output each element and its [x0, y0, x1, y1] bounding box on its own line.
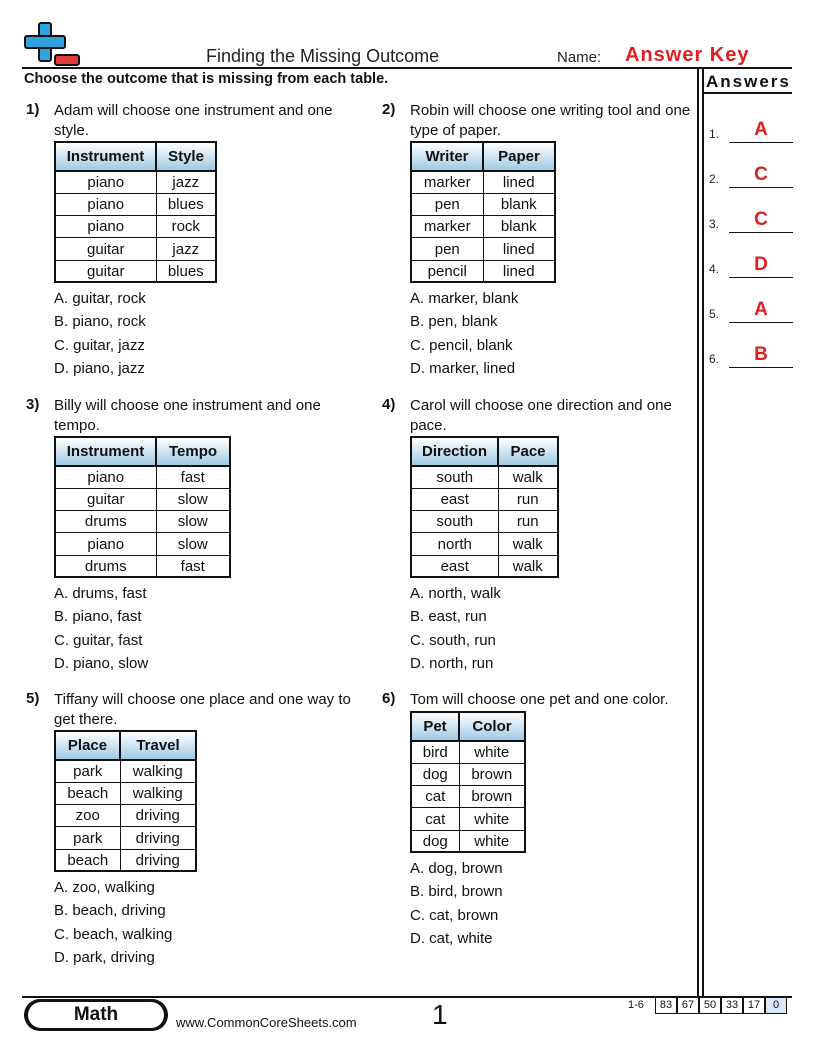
answer-row: [709, 203, 793, 233]
table-header: Style: [156, 142, 216, 171]
answer-choices: [410, 287, 518, 380]
instructions: Choose the outcome that is missing from each table.: [24, 71, 389, 87]
answer-choices: [54, 582, 148, 675]
answer-key-label: Answer Key: [625, 44, 750, 66]
answer-number: 3.: [709, 217, 720, 231]
table-row: [55, 171, 216, 193]
answer-value: A: [754, 119, 768, 140]
problem-6: [382, 690, 702, 980]
table-cell: east: [411, 488, 498, 510]
answers-heading: Answers: [706, 72, 791, 91]
table-row: [55, 533, 230, 555]
choice-option: D. park, driving: [54, 948, 155, 966]
table-cell: slow: [156, 511, 230, 533]
table-header: Color: [459, 712, 525, 741]
answer-line: [729, 322, 793, 323]
table-cell: zoo: [55, 805, 120, 827]
table-cell: driving: [120, 849, 196, 871]
table-row: [411, 216, 555, 238]
table-header: Paper: [483, 142, 555, 171]
table-cell: driving: [120, 805, 196, 827]
table-row: [55, 805, 196, 827]
table-cell: fast: [156, 466, 230, 488]
problem-4: [382, 396, 702, 686]
answer-number: 5.: [709, 307, 720, 321]
choice-option: D. piano, jazz: [54, 359, 145, 377]
table-header: Writer: [411, 142, 483, 171]
problem-5: [26, 690, 351, 980]
choice-option: C. south, run: [410, 631, 496, 649]
choice-option: C. guitar, jazz: [54, 336, 145, 354]
table-row: [411, 466, 558, 488]
table-cell: white: [459, 808, 525, 830]
table-cell: beach: [55, 782, 120, 804]
choice-option: C. beach, walking: [54, 925, 173, 943]
table-cell: blank: [483, 193, 555, 215]
table-cell: dog: [411, 763, 459, 785]
table-cell: cat: [411, 808, 459, 830]
table-cell: east: [411, 555, 498, 577]
page-number: 1: [432, 999, 448, 1030]
table-row: [411, 260, 555, 282]
table-cell: run: [498, 511, 558, 533]
table-row: [55, 511, 230, 533]
table-cell: brown: [459, 763, 525, 785]
table-cell: marker: [411, 216, 483, 238]
problem-text: Adam will choose one instrument and one style.: [54, 102, 333, 139]
table-row: [55, 466, 230, 488]
answer-choices: [410, 857, 503, 950]
table-row: [55, 488, 230, 510]
table-row: [411, 193, 555, 215]
problem-text: Carol will choose one direction and one pace.: [410, 397, 672, 434]
table-cell: lined: [483, 260, 555, 282]
table-header: Travel: [120, 731, 196, 760]
table-cell: blues: [156, 260, 216, 282]
table-row: [55, 238, 216, 260]
table-row: [411, 830, 525, 852]
answer-choices: [54, 287, 146, 380]
table-cell: south: [411, 466, 498, 488]
table-cell: piano: [55, 216, 156, 238]
choice-option: A. north, walk: [410, 585, 501, 602]
site-url: www.CommonCoreSheets.com: [176, 1015, 357, 1030]
choice-option: D. piano, slow: [54, 654, 149, 672]
score-cell: 17: [743, 997, 765, 1014]
answer-choices: [410, 582, 501, 675]
table-cell: pen: [411, 238, 483, 260]
answer-number: 1.: [709, 127, 720, 141]
table-cell: walking: [120, 782, 196, 804]
answer-number: 4.: [709, 262, 720, 276]
table-cell: piano: [55, 171, 156, 193]
problem-text: Tom will choose one pet and one color.: [410, 691, 669, 708]
outcome-table: [54, 730, 197, 872]
answer-value: D: [754, 254, 768, 275]
choice-option: D. marker, lined: [410, 359, 516, 377]
table-cell: piano: [55, 533, 156, 555]
choice-option: B. piano, rock: [54, 313, 146, 331]
answer-value: C: [754, 209, 768, 230]
choice-option: A. zoo, walking: [54, 879, 155, 896]
problem-text: Robin will choose one writing tool and one type of paper.: [410, 102, 691, 139]
table-cell: jazz: [156, 238, 216, 260]
table-row: [411, 171, 555, 193]
choice-option: C. cat, brown: [410, 906, 499, 924]
score-cell: 33: [721, 997, 743, 1014]
table-row: [55, 193, 216, 215]
table-row: [411, 786, 525, 808]
header-divider: [22, 67, 792, 69]
table-row: [411, 511, 558, 533]
choice-option: C. pencil, blank: [410, 336, 513, 354]
table-row: [411, 488, 558, 510]
problem-number: 3): [26, 396, 40, 413]
choice-option: A. guitar, rock: [54, 290, 146, 307]
table-row: [55, 216, 216, 238]
table-cell: walk: [498, 466, 558, 488]
score-cell: 50: [699, 997, 721, 1014]
score-table: [655, 997, 787, 1014]
problem-number: 6): [382, 690, 396, 707]
logo: [24, 22, 80, 68]
answer-line: [729, 232, 793, 233]
problem-number: 2): [382, 101, 396, 118]
table-header: Place: [55, 731, 120, 760]
answer-value: A: [754, 299, 768, 320]
answer-value: C: [754, 164, 768, 185]
score-cell: 67: [677, 997, 699, 1014]
table-row: [411, 741, 525, 763]
answers-underline: [704, 92, 792, 94]
table-cell: south: [411, 511, 498, 533]
table-row: [411, 238, 555, 260]
table-row: [411, 808, 525, 830]
table-cell: drums: [55, 511, 156, 533]
table-row: [55, 555, 230, 577]
table-cell: blank: [483, 216, 555, 238]
answer-line: [729, 367, 793, 368]
table-row: [411, 555, 558, 577]
name-label: Name:: [557, 49, 602, 66]
table-header: Instrument: [55, 142, 156, 171]
answer-number: 6.: [709, 352, 720, 366]
answer-line: [729, 277, 793, 278]
table-row: [55, 782, 196, 804]
problem-3: [26, 396, 346, 686]
table-header: Direction: [411, 437, 498, 466]
choice-option: D. north, run: [410, 654, 494, 672]
problem-range: 1-6: [628, 999, 644, 1011]
table-cell: driving: [120, 827, 196, 849]
answer-row: [709, 338, 793, 368]
problem-1: [26, 101, 346, 391]
table-cell: park: [55, 827, 120, 849]
table-cell: run: [498, 488, 558, 510]
choice-option: B. east, run: [410, 608, 487, 626]
table-row: [55, 849, 196, 871]
table-cell: lined: [483, 171, 555, 193]
answer-value: B: [754, 344, 768, 365]
table-cell: pencil: [411, 260, 483, 282]
table-cell: walk: [498, 555, 558, 577]
table-cell: north: [411, 533, 498, 555]
choice-option: B. beach, driving: [54, 902, 166, 920]
table-cell: white: [459, 830, 525, 852]
subject-badge: [24, 999, 168, 1031]
answer-row: [709, 113, 793, 143]
table-header: Tempo: [156, 437, 230, 466]
choice-option: A. marker, blank: [410, 290, 519, 307]
answer-number: 2.: [709, 172, 720, 186]
outcome-table: [410, 141, 556, 283]
choice-option: A. drums, fast: [54, 585, 147, 602]
problem-text: Billy will choose one instrument and one tempo.: [54, 397, 321, 434]
answer-row: [709, 293, 793, 323]
table-cell: guitar: [55, 238, 156, 260]
table-row: [55, 760, 196, 782]
table-cell: walk: [498, 533, 558, 555]
outcome-table: [410, 711, 526, 853]
table-cell: park: [55, 760, 120, 782]
table-cell: slow: [156, 533, 230, 555]
answers-divider-inner: [702, 69, 704, 997]
table-cell: guitar: [55, 260, 156, 282]
score-cell: 83: [655, 997, 677, 1014]
table-cell: pen: [411, 193, 483, 215]
worksheet-title: Finding the Missing Outcome: [206, 46, 440, 66]
table-cell: blues: [156, 193, 216, 215]
table-cell: jazz: [156, 171, 216, 193]
answer-choices: [54, 876, 172, 969]
table-cell: piano: [55, 466, 156, 488]
problem-number: 4): [382, 396, 396, 413]
choice-option: C. guitar, fast: [54, 631, 143, 649]
table-cell: marker: [411, 171, 483, 193]
choice-option: B. bird, brown: [410, 883, 503, 901]
table-cell: piano: [55, 193, 156, 215]
table-cell: white: [459, 741, 525, 763]
table-cell: rock: [156, 216, 216, 238]
table-header: Instrument: [55, 437, 156, 466]
table-cell: guitar: [55, 488, 156, 510]
outcome-table: [54, 436, 231, 578]
table-cell: fast: [156, 555, 230, 577]
outcome-table: [54, 141, 217, 283]
table-row: [411, 763, 525, 785]
problem-number: 5): [26, 690, 40, 707]
choice-option: B. pen, blank: [410, 313, 498, 331]
subject-label: Math: [28, 1002, 164, 1028]
problem-2: [382, 101, 702, 391]
answer-line: [729, 142, 793, 143]
table-cell: beach: [55, 849, 120, 871]
table-cell: slow: [156, 488, 230, 510]
choice-option: A. dog, brown: [410, 860, 503, 877]
table-cell: drums: [55, 555, 156, 577]
choice-option: B. piano, fast: [54, 608, 142, 626]
table-row: [55, 260, 216, 282]
table-cell: dog: [411, 830, 459, 852]
table-cell: bird: [411, 741, 459, 763]
table-row: [55, 827, 196, 849]
choice-option: D. cat, white: [410, 929, 493, 947]
table-row: [411, 533, 558, 555]
table-header: Pet: [411, 712, 459, 741]
table-cell: walking: [120, 760, 196, 782]
table-cell: cat: [411, 786, 459, 808]
problem-text: Tiffany will choose one place and one way to get there.: [54, 691, 351, 728]
table-header: Pace: [498, 437, 558, 466]
answer-row: [709, 248, 793, 278]
answer-line: [729, 187, 793, 188]
table-cell: brown: [459, 786, 525, 808]
answer-row: [709, 158, 793, 188]
problem-number: 1): [26, 101, 40, 118]
outcome-table: [410, 436, 559, 578]
score-cell: 0: [765, 997, 787, 1014]
table-cell: lined: [483, 238, 555, 260]
